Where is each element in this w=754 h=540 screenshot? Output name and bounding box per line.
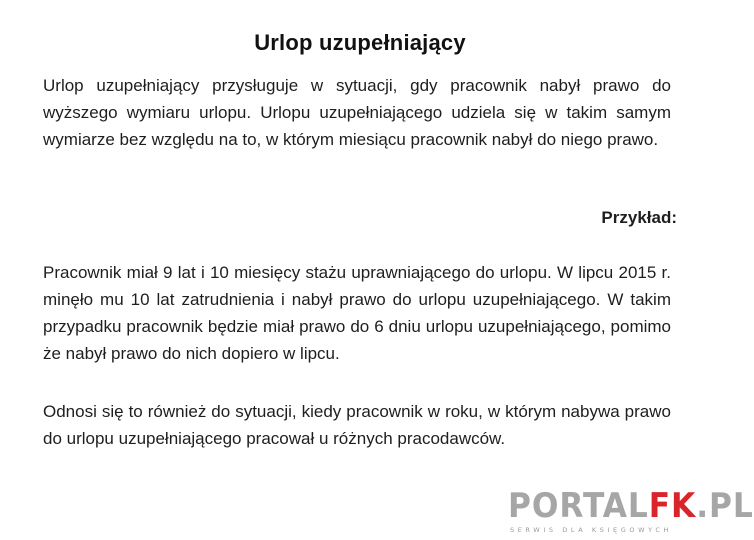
page-title: Urlop uzupełniający xyxy=(254,30,466,55)
portalfk-logo xyxy=(508,486,754,540)
note-paragraph: Odnosi się to również do sytuacji, kiedy pracownik w roku, w którym nabywa prawo do urlopu uzupełniającego pracował u różnych pracodawców. xyxy=(43,402,671,448)
logo-pl-text: .PL xyxy=(696,486,754,526)
example-paragraph: Pracownik miał 9 lat i 10 miesięcy stażu uprawniającego do urlopu. W lipcu 2015 r. minęło mu 10 lat zatrudnienia i nabył prawo do urlopu uzupełniającego. W takim przypadku pracownik będzie miał prawo do 6 dniu urlopu uzupełniającego, pomimo że nabył prawo do nich dopiero w lipcu. xyxy=(43,263,671,363)
logo-portal-text: PORTAL xyxy=(508,486,649,526)
logo-fk-text: FK xyxy=(648,486,697,526)
logo-tagline: SERWIS DLA KSIĘGOWYCH xyxy=(510,526,672,534)
intro-paragraph: Urlop uzupełniający przysługuje w sytuacji, gdy pracownik nabył prawo do wyższego wymiaru urlopu. Urlopu uzupełniającego udziela się w takim samym wymiarze bez względu na to, w którym miesiącu pracownik nabył do niego prawo. xyxy=(43,76,671,149)
example-heading: Przykład: xyxy=(601,208,677,227)
logo-wordmark xyxy=(508,488,754,524)
